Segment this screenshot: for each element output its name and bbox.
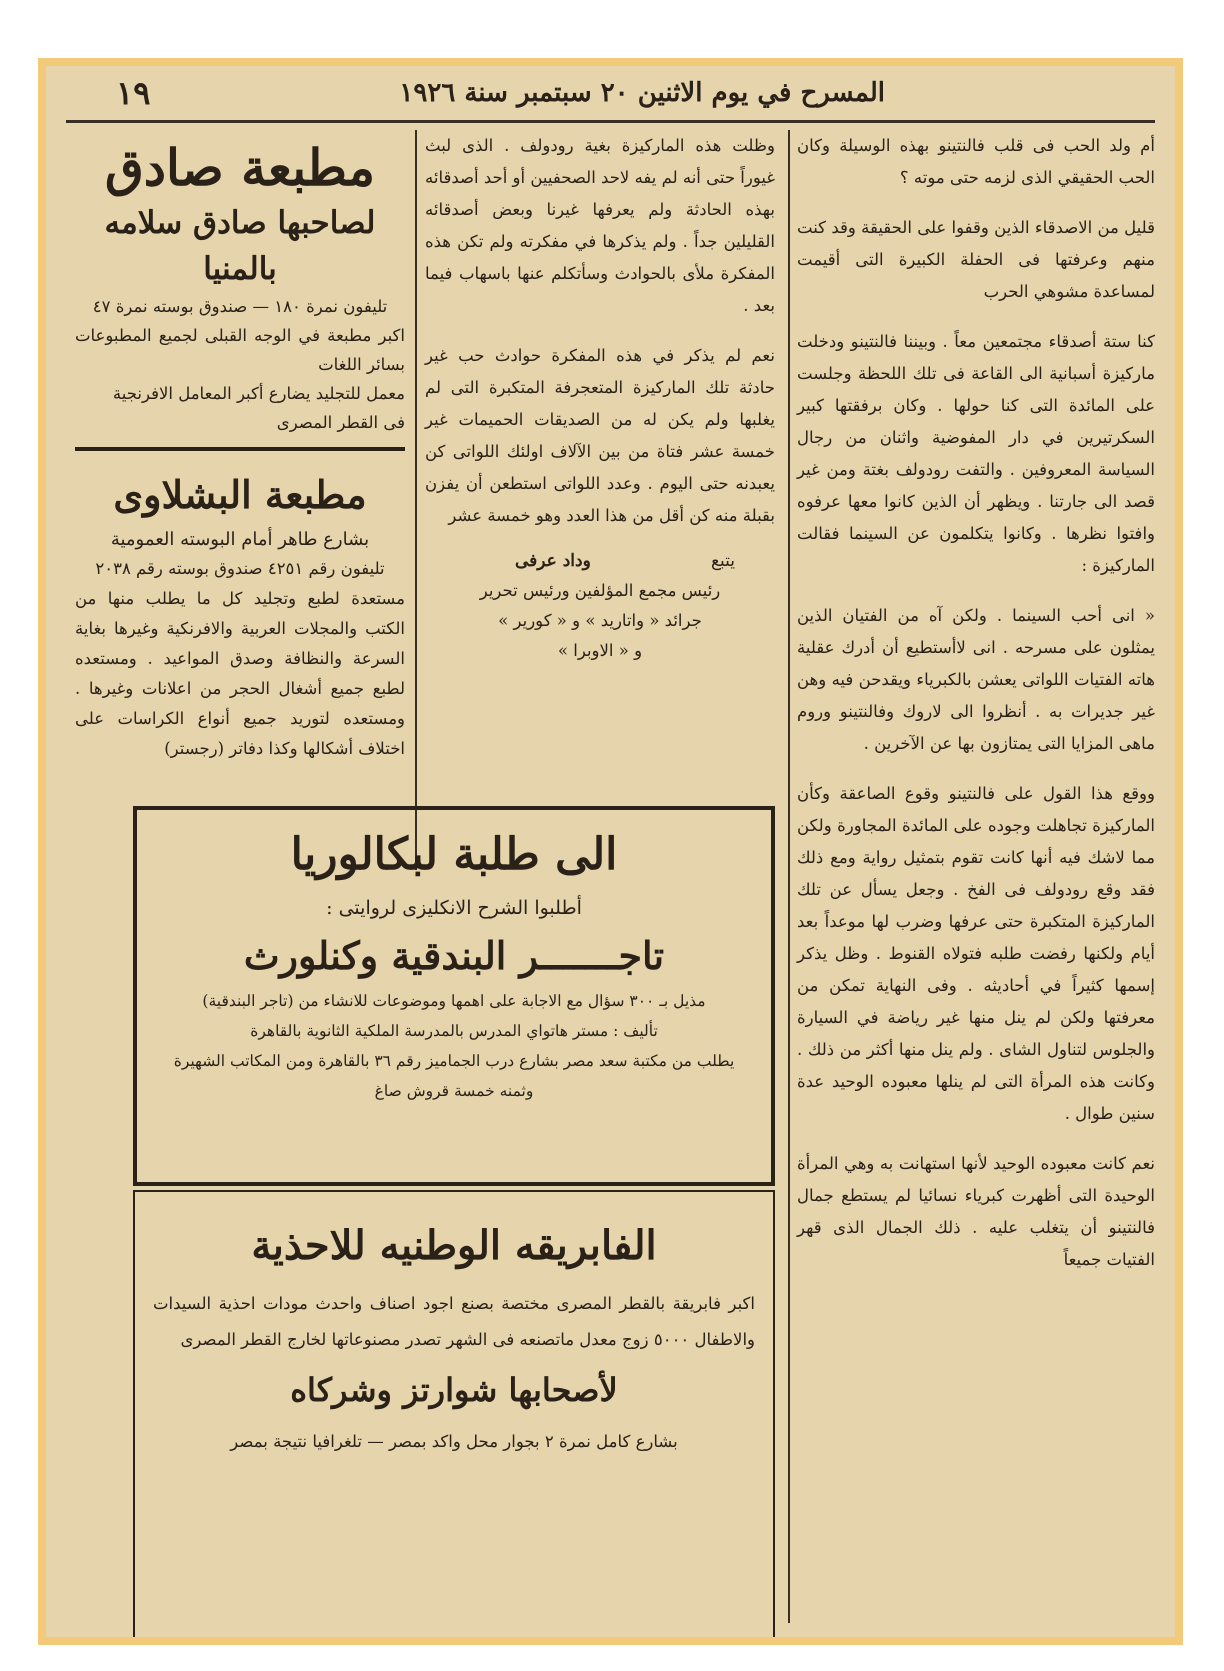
ad-line: تليفون رقم ٤٢٥١ صندوق بوسته رقم ٢٠٣٨ xyxy=(95,559,385,578)
signature-line: و « الاوبرا » xyxy=(557,641,643,660)
ad-separator xyxy=(75,447,405,451)
article-paragraph: ووقع هذا القول على فالنتينو وقوع الصاعقة وكأن الماركيزة تجاهلت وجوده على المائدة المجاورة ولكن مما لاشك فيه أنها كانت تقوم بتمثيل رواية ومع ذلك فقد وقع رودولف فى الفخ . وجعل يسأل عن تلك الماركيزة المتكبرة حتى عرفها وضرب لها موعداً بعد أيام ولكنها رفضت طلبه فتولاه القنوط . وظل يذكر إسمها كثيراً في أحاديثه . وفى النهاية تمكن من معرفتها ولكن لم ينل منها غير رياضة في السيارة والجلوس لتناول الشاى . ولم ينل منها أكثر من ذلك . وكانت هذه المرأة التى لم ينلها معبوده الوحيد عدة سنين طوال . xyxy=(797,784,1155,1123)
ad-line: معمل للتجليد يضارع أكبر المعامل الافرنجية xyxy=(112,384,405,403)
ad-shoe-factory-box xyxy=(133,1190,775,1642)
ad-title: الى طلبة لبكالوريا xyxy=(290,829,618,880)
ad-owners: لأصحابها شوارتز وشركاه xyxy=(290,1371,618,1409)
page-number: ١٩ xyxy=(116,74,151,112)
ad-subtitle: لصاحبها صادق سلامه بالمنيا xyxy=(104,205,376,287)
newspaper-page xyxy=(38,58,1183,1645)
ad-subtitle: بشارع طاهر أمام البوسته العمومية xyxy=(110,529,370,550)
column-divider-right xyxy=(788,130,790,1623)
ads-left-column xyxy=(75,130,405,764)
article-paragraph: أم ولد الحب فى قلب فالنتينو بهذه الوسيلة وكان الحب الحقيقي الذى لزمه حتى موته ؟ xyxy=(797,136,1155,187)
article-paragraph: نعم لم يذكر في هذه المفكرة حوادث حب غير حادثة تلك الماركيزة المتعجرفة المتكبرة التى لم يغلبها ولم يكن له من الصديقات الحميمات غير خمسة عشر فتاة من بين الآلاف اولئك اللواتى كن يعبدنه حتى اليوم . وعدد اللواتى استطعن أن يفزن بقبلة منه كن أقل من هذا العدد وهو خمسة عشر xyxy=(425,346,775,525)
ad-line: وثمنه خمسة قروش صاغ xyxy=(374,1082,534,1100)
article-paragraph: قليل من الاصدقاء الذين وقفوا على الحقيقة وقد كنت منهم وعرفتها فى الحفلة الكبيرة التى أقيمت لمساعدة مشوهي الحرب xyxy=(797,218,1155,301)
continued-label: يتبع xyxy=(710,551,735,571)
article-paragraph: نعم كانت معبوده الوحيد لأنها استهانت به وهي المرأة الوحيدة التى أظهرت كبرياء نسائيا لم يستطع جمال فالنتينو أن يتغلب عليه . ذلك الجمال الذى قهر الفتيات جميعاً xyxy=(797,1154,1155,1269)
ad-bishlawi-press xyxy=(75,465,405,764)
article-paragraph: « انى أحب السينما . ولكن آه من الفتيان الذين يمثلون على مسرحه . انى لاأستطيع أن أدرك عقلية هاته الفتيات اللواتى يعشن بالكبرياء ويقدحن فيه وهن غير جديرات به . أنظروا الى لاروك وفالنتينو وروم ماهى المزايا التى يمتازون بها عن الآخرين . xyxy=(797,606,1155,753)
ad-line: تأليف : مستر هاتواي المدرس بالمدرسة الملكية الثانوية بالقاهرة xyxy=(250,1022,658,1040)
ad-line: تليفون نمرة ١٨٠ — صندوق بوسته نمرة ٤٧ xyxy=(92,297,388,316)
ad-line: مذيل بـ ٣٠٠ سؤال مع الاجابة على اهمها وموضوعات للانشاء من (تاجر البندقية) xyxy=(202,992,706,1010)
author-signature xyxy=(425,576,775,666)
page-header xyxy=(66,74,1155,123)
ad-baccalaureate-box xyxy=(133,806,775,1186)
author-name: وداد عرفى xyxy=(515,551,591,571)
article-right-column xyxy=(797,130,1155,1623)
page-title: المسرح في يوم الاثنين ٢٠ سبتمبر سنة ١٩٢٦ xyxy=(399,78,885,108)
ad-book-title: تاجـــــــر البندقية وكنلورث xyxy=(243,933,665,978)
ad-line: مستعدة لطبع وتجليد كل ما يطلب منها من الكتب والمجلات العربية والافرنكية وغيرها بغاية السرعة والنظافة وصدق المواعيد . ومستعده لطبع جميع أشغال الحجر من اعلانات وغيرها . ومستعده لتوريد جميع أنواع الكراسات على اختلاف أشكالها وكذا دفاتر (رجستر) xyxy=(75,589,405,758)
ad-title: الفابريقه الوطنيه للاحذية xyxy=(251,1222,657,1269)
signature-line: جرائد « واتاريد » و « كورير » xyxy=(498,611,702,630)
column-divider-left xyxy=(415,130,417,870)
ad-line: أطلبوا الشرح الانكليزى لروايتى : xyxy=(326,897,582,919)
article-paragraph: كنا ستة أصدقاء مجتمعين معاً . وبيننا فالنتينو ودخلت ماركيزة أسبانية الى القاعة فى تلك اللحظة وجلست على المائدة التى كنا حولها . وكان برفقتها كبير السكرتيرين في دار المفوضية واثنان من رجال السياسة المعروفين . والتفت رودولف بغتة ومن غير قصد الى جارتنا . ويظهر أن الذين كانوا معها عرفوه وافتوا نظرها . وكانوا يتكلمون عن السينما فقالت الماركيزة : xyxy=(797,332,1155,575)
ad-line: يطلب من مكتبة سعد مصر بشارع درب الجماميز رقم ٣٦ بالقاهرة ومن المكاتب الشهيرة xyxy=(173,1052,735,1070)
ad-line: اكبر مطبعة في الوجه القبلى لجميع المطبوعات بسائر اللغات xyxy=(75,326,405,374)
ad-address: بشارع كامل نمرة ٢ بجوار محل واكد بمصر — تلغرافيا نتيجة بمصر xyxy=(230,1432,678,1451)
ad-line: فى القطر المصرى xyxy=(276,413,405,432)
article-middle-column xyxy=(425,130,775,666)
signature-line: رئيس مجمع المؤلفين ورئيس تحرير xyxy=(479,581,721,600)
ad-title: مطبعة صادق xyxy=(105,138,375,197)
article-paragraph: وظلت هذه الماركيزة بغية رودولف . الذى لبث غيوراً حتى أنه لم يفه لاحد الصحفيين أو أحد أصدقائه بهذه الحادثة ولم يعرفها غيرنا وبعض أصدقائه القليلين جداً . ولم يذكرها في مفكرته ولم تكن هذه المفكرة ملأى بالحوادث وسأتكلم عنها باسهاب فيما بعد . xyxy=(425,136,775,315)
ad-sadek-press xyxy=(75,136,405,437)
ad-line: اكبر فابريقة بالقطر المصرى مختصة بصنع اجود اصناف واحدث مودات احذية السيدات والاطفال ٥٠٠٠ زوج معدل ماتصنعه فى الشهر تصدر مصنوعاتها لخارج القطر المصرى xyxy=(153,1294,755,1349)
ad-title: مطبعة البشلاوى xyxy=(113,472,367,517)
